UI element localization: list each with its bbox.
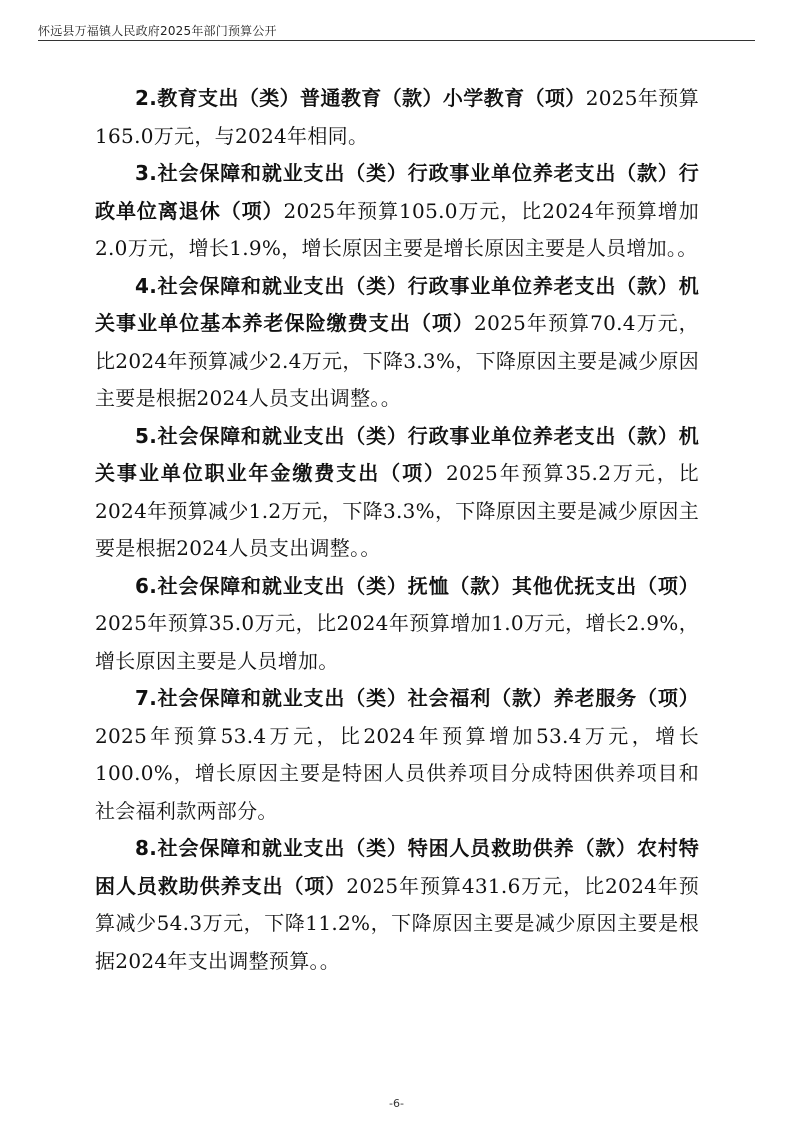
- paragraph-text: 2025年预算35.0万元，比2024年预算增加1.0万元，增长2.9%，增长原因主要是人员增加。: [95, 611, 699, 673]
- paragraph-text: 2025年预算70.4万元，比2024年预算减少2.4万元，下降3.3%，下降原因主要是减少原因主要是根据2024人员支出调整。。: [95, 311, 699, 410]
- paragraph-item-2: [95, 80, 699, 155]
- paragraph-item-8: [95, 830, 699, 980]
- paragraph-text: 2025年预算35.2万元，比2024年预算减少1.2万元，下降3.3%，下降原因主要是减少原因主要是根据2024人员支出调整。。: [95, 461, 699, 560]
- paragraph-lead: 2.教育支出（类）普通教育（款）小学教育（项）: [135, 86, 586, 110]
- paragraph-lead: 5.社会保障和就业支出（类）行政事业单位养老支出（款）机关事业单位职业年金缴费支出（项）: [95, 423, 699, 485]
- running-header: 怀远县万福镇人民政府2025年部门预算公开: [38, 24, 277, 38]
- header-rule: [38, 40, 755, 41]
- paragraph-lead: 8.社会保障和就业支出（类）特困人员救助供养（款）农村特困人员救助供养支出（项）: [95, 836, 699, 898]
- paragraph-item-5: [95, 418, 699, 568]
- paragraph-text: 2025年预算165.0万元，与2024年相同。: [95, 86, 699, 148]
- paragraph-item-6: [95, 568, 699, 681]
- paragraph-item-4: [95, 268, 699, 418]
- paragraph-item-3: [95, 155, 699, 268]
- paragraph-lead: 6.社会保障和就业支出（类）抚恤（款）其他优抚支出（项）: [135, 573, 699, 598]
- document-body: [95, 80, 699, 980]
- page-number: -6-: [389, 1097, 404, 1110]
- paragraph-item-7: [95, 680, 699, 830]
- paragraph-lead: 3.社会保障和就业支出（类）行政事业单位养老支出（款）行政单位离退休（项）: [95, 161, 699, 223]
- paragraph-text: 2025年预算431.6万元，比2024年预算减少54.3万元，下降11.2%，下降原因主要是减少原因主要是根据2024年支出调整预算。。: [95, 873, 699, 973]
- paragraph-text: 2025年预算53.4万元，比2024年预算增加53.4万元，增长100.0%，增长原因主要是特困人员供养项目分成特困供养项目和社会福利款两部分。: [95, 723, 699, 823]
- paragraph-lead: 7.社会保障和就业支出（类）社会福利（款）养老服务（项）: [135, 686, 699, 710]
- paragraph-text: 2025年预算105.0万元，比2024年预算增加2.0万元，增长1.9%，增长原因主要是增长原因主要是人员增加。。: [95, 198, 699, 260]
- paragraph-lead: 4.社会保障和就业支出（类）行政事业单位养老支出（款）机关事业单位基本养老保险缴费支出（项）: [95, 273, 699, 335]
